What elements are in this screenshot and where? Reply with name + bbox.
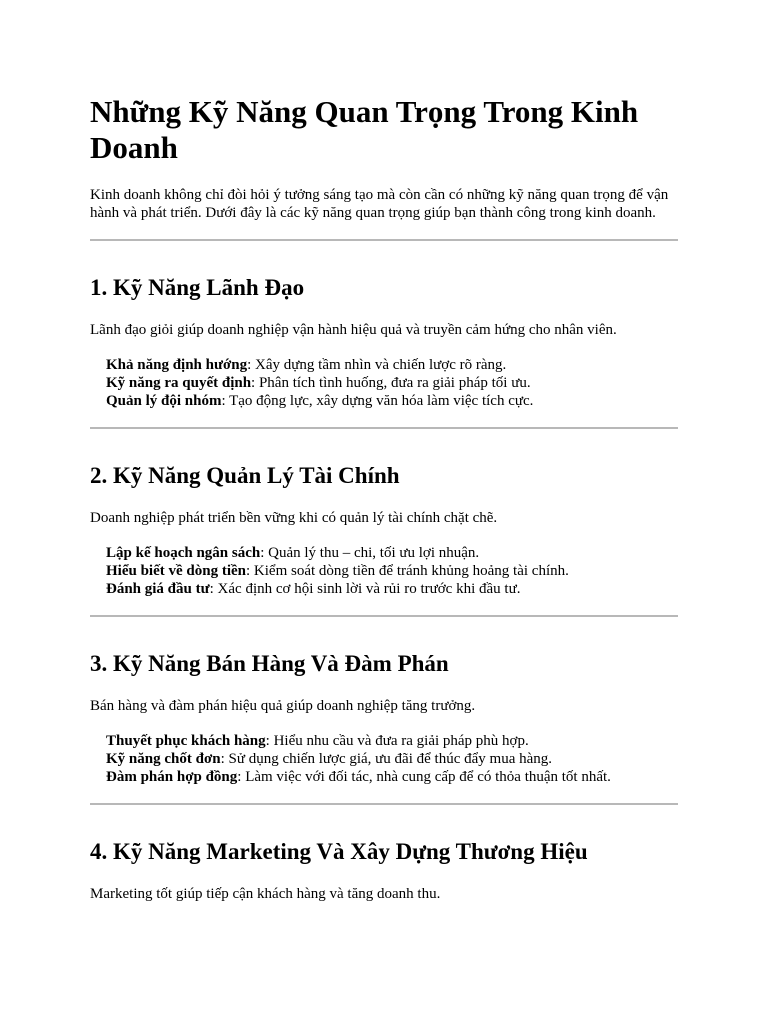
- skill-list: [90, 544, 678, 598]
- skill-detail: : Kiểm soát dòng tiền để tránh khủng hoảng tài chính.: [246, 563, 569, 579]
- list-item: [106, 750, 678, 768]
- skill-detail: : Hiểu nhu cầu và đưa ra giải pháp phù hợp.: [265, 733, 529, 749]
- skill-detail: : Xác định cơ hội sinh lời và rủi ro trước khi đầu tư.: [209, 581, 521, 597]
- section-title: 1. Kỹ Năng Lãnh Đạo: [90, 275, 305, 300]
- list-item: [106, 732, 678, 750]
- section-sales: [90, 617, 678, 805]
- list-item: [106, 580, 678, 598]
- section-title: 4. Kỹ Năng Marketing Và Xây Dựng Thương Hiệu: [90, 839, 588, 864]
- section-title: 3. Kỹ Năng Bán Hàng Và Đàm Phán: [90, 651, 449, 676]
- section-leadership: [90, 241, 678, 429]
- skill-term: Kỹ năng chốt đơn: [106, 751, 221, 767]
- section-finance: [90, 429, 678, 617]
- skill-term: Thuyết phục khách hàng: [106, 733, 266, 749]
- skill-detail: : Tạo động lực, xây dựng văn hóa làm việc tích cực.: [221, 393, 534, 409]
- list-item: [106, 544, 678, 562]
- skill-detail: : Làm việc với đối tác, nhà cung cấp để có thỏa thuận tốt nhất.: [237, 769, 611, 785]
- skill-term: Quản lý đội nhóm: [106, 393, 222, 409]
- skill-list: [90, 356, 678, 410]
- section-marketing: [90, 805, 678, 903]
- section-description: Doanh nghiệp phát triển bền vững khi có quản lý tài chính chặt chẽ.: [90, 510, 498, 526]
- section-title: 2. Kỹ Năng Quản Lý Tài Chính: [90, 463, 400, 488]
- skill-detail: : Quản lý thu – chi, tối ưu lợi nhuận.: [260, 545, 480, 561]
- list-item: [106, 768, 678, 786]
- skill-term: Khả năng định hướng: [106, 357, 248, 373]
- skill-term: Đàm phán hợp đồng: [106, 769, 238, 785]
- section-description: Marketing tốt giúp tiếp cận khách hàng và tăng doanh thu.: [90, 886, 441, 902]
- intro-paragraph: Kinh doanh không chỉ đòi hỏi ý tưởng sáng tạo mà còn cần có những kỹ năng quan trọng để vận hành và phát triển. Dưới đây là các kỹ năng quan trọng giúp bạn thành công trong kinh doanh.: [90, 187, 669, 221]
- skill-term: Kỹ năng ra quyết định: [106, 375, 252, 391]
- skill-detail: : Sử dụng chiến lược giá, ưu đãi để thúc đẩy mua hàng.: [220, 751, 553, 767]
- list-item: [106, 374, 678, 392]
- list-item: [106, 392, 678, 410]
- skill-term: Hiểu biết về dòng tiền: [106, 563, 247, 579]
- section-description: Bán hàng và đàm phán hiệu quả giúp doanh nghiệp tăng trưởng.: [90, 698, 476, 714]
- skill-detail: : Xây dựng tầm nhìn và chiến lược rõ ràng.: [247, 357, 507, 373]
- section-description: Lãnh đạo giỏi giúp doanh nghiệp vận hành hiệu quả và truyền cảm hứng cho nhân viên.: [90, 322, 617, 338]
- page-title: Những Kỹ Năng Quan Trọng Trong Kinh Doanh: [90, 94, 639, 165]
- skill-detail: : Phân tích tình huống, đưa ra giải pháp tối ưu.: [251, 375, 531, 391]
- list-item: [106, 356, 678, 374]
- list-item: [106, 562, 678, 580]
- skill-term: Đánh giá đầu tư: [106, 581, 210, 597]
- skill-list: [90, 732, 678, 786]
- skill-term: Lập kế hoạch ngân sách: [106, 545, 261, 561]
